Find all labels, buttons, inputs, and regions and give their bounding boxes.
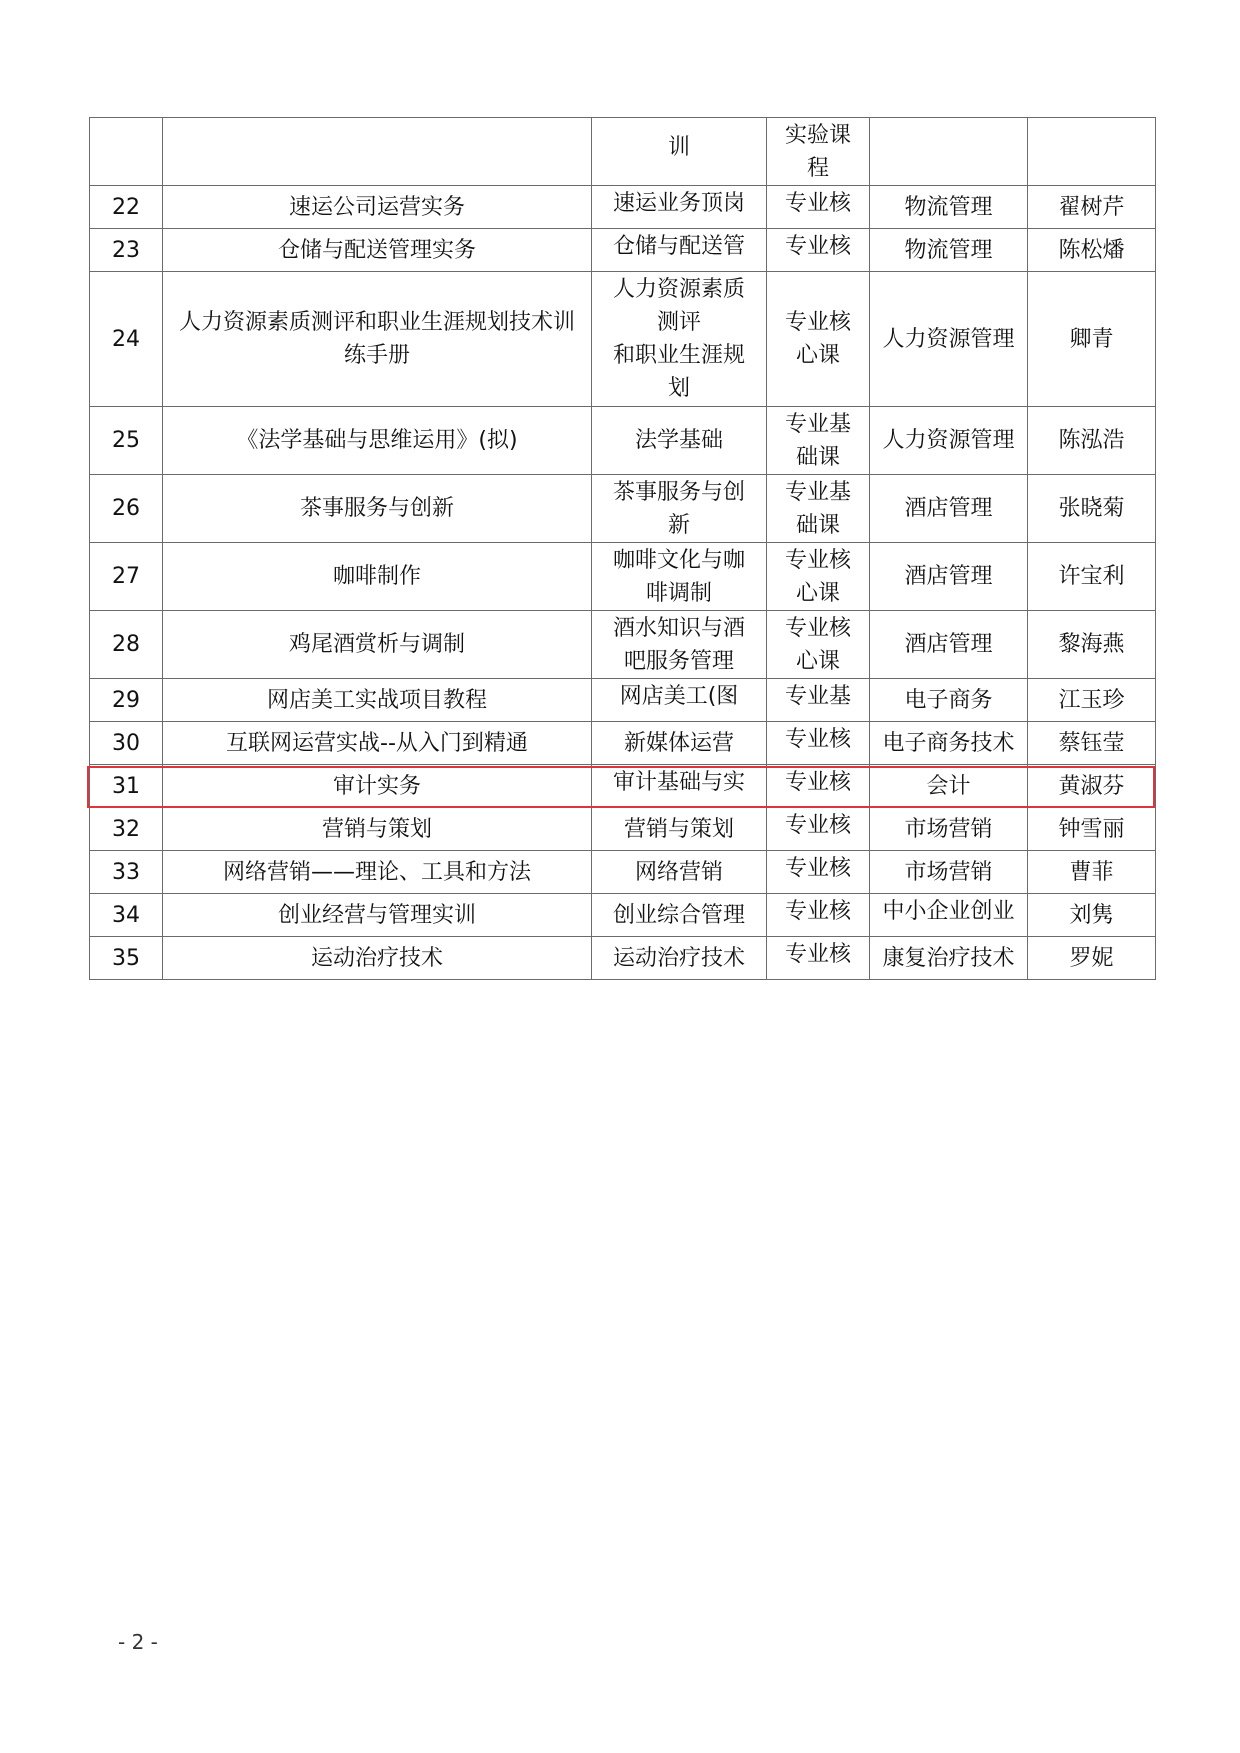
table-row xyxy=(90,186,1156,229)
cell-type: 专业核 xyxy=(767,894,870,937)
cell-major: 电子商务 xyxy=(870,679,1028,722)
table-row xyxy=(90,543,1156,611)
table-row xyxy=(90,407,1156,475)
table-row xyxy=(90,851,1156,894)
cell-title: 创业经营与管理实训 xyxy=(163,894,592,937)
cell-no: 22 xyxy=(90,186,163,229)
cell-no: 25 xyxy=(90,407,163,475)
cell-type: 专业核 xyxy=(767,229,870,272)
cell-type: 专业基础课 xyxy=(767,475,870,543)
cell-major: 中小企业创业 xyxy=(870,894,1028,937)
cell-no: 35 xyxy=(90,937,163,980)
course-table xyxy=(89,117,1156,980)
cell-course: 训 xyxy=(592,118,767,186)
cell-author: 陈松燔 xyxy=(1028,229,1156,272)
cell-type: 专业核 xyxy=(767,808,870,851)
table-row xyxy=(90,118,1156,186)
page-number: - 2 - xyxy=(118,1630,158,1654)
cell-type: 专业核 xyxy=(767,937,870,980)
table-row xyxy=(90,611,1156,679)
cell-major: 康复治疗技术 xyxy=(870,937,1028,980)
cell-title: 网络营销——理论、工具和方法 xyxy=(163,851,592,894)
cell-course: 新媒体运营 xyxy=(592,722,767,765)
cell-author: 翟树芹 xyxy=(1028,186,1156,229)
cell-type: 专业核 xyxy=(767,186,870,229)
cell-author: 蔡钰莹 xyxy=(1028,722,1156,765)
cell-author: 陈泓浩 xyxy=(1028,407,1156,475)
cell-title xyxy=(163,118,592,186)
cell-no xyxy=(90,118,163,186)
cell-major xyxy=(870,118,1028,186)
cell-course: 咖啡文化与咖啡调制 xyxy=(592,543,767,611)
cell-title: 仓储与配送管理实务 xyxy=(163,229,592,272)
table-row xyxy=(90,272,1156,407)
cell-course: 酒水知识与酒吧服务管理 xyxy=(592,611,767,679)
table-row xyxy=(90,679,1156,722)
cell-major: 物流管理 xyxy=(870,186,1028,229)
cell-title: 互联网运营实战--从入门到精通 xyxy=(163,722,592,765)
cell-type: 实验课程 xyxy=(767,118,870,186)
cell-author: 钟雪丽 xyxy=(1028,808,1156,851)
table-row xyxy=(90,937,1156,980)
cell-major: 酒店管理 xyxy=(870,611,1028,679)
table-row xyxy=(90,722,1156,765)
cell-major: 电子商务技术 xyxy=(870,722,1028,765)
cell-type: 专业核 xyxy=(767,851,870,894)
cell-course: 网店美工(图 xyxy=(592,679,767,722)
cell-author: 许宝利 xyxy=(1028,543,1156,611)
cell-title: 咖啡制作 xyxy=(163,543,592,611)
cell-course: 创业综合管理 xyxy=(592,894,767,937)
cell-author xyxy=(1028,118,1156,186)
cell-major: 市场营销 xyxy=(870,808,1028,851)
cell-major: 物流管理 xyxy=(870,229,1028,272)
cell-no: 23 xyxy=(90,229,163,272)
cell-no: 27 xyxy=(90,543,163,611)
table-row xyxy=(90,229,1156,272)
cell-major: 会计 xyxy=(870,765,1028,808)
cell-author: 曹菲 xyxy=(1028,851,1156,894)
cell-course: 运动治疗技术 xyxy=(592,937,767,980)
cell-title: 人力资源素质测评和职业生涯规划技术训练手册 xyxy=(163,272,592,407)
table-row xyxy=(90,894,1156,937)
cell-author: 卿青 xyxy=(1028,272,1156,407)
cell-author: 黎海燕 xyxy=(1028,611,1156,679)
cell-no: 30 xyxy=(90,722,163,765)
cell-author: 黄淑芬 xyxy=(1028,765,1156,808)
cell-no: 29 xyxy=(90,679,163,722)
cell-title: 网店美工实战项目教程 xyxy=(163,679,592,722)
cell-title: 速运公司运营实务 xyxy=(163,186,592,229)
cell-title: 运动治疗技术 xyxy=(163,937,592,980)
cell-course: 审计基础与实 xyxy=(592,765,767,808)
table-row xyxy=(90,808,1156,851)
cell-no: 24 xyxy=(90,272,163,407)
cell-major: 酒店管理 xyxy=(870,475,1028,543)
cell-title: 鸡尾酒赏析与调制 xyxy=(163,611,592,679)
cell-author: 张晓菊 xyxy=(1028,475,1156,543)
cell-type: 专业核心课 xyxy=(767,611,870,679)
cell-title: 茶事服务与创新 xyxy=(163,475,592,543)
cell-course: 仓储与配送管 xyxy=(592,229,767,272)
cell-title: 《法学基础与思维运用》(拟) xyxy=(163,407,592,475)
cell-course: 网络营销 xyxy=(592,851,767,894)
cell-type: 专业基 xyxy=(767,679,870,722)
cell-author: 江玉珍 xyxy=(1028,679,1156,722)
cell-author: 罗妮 xyxy=(1028,937,1156,980)
cell-course: 茶事服务与创新 xyxy=(592,475,767,543)
table-row xyxy=(90,475,1156,543)
cell-title: 审计实务 xyxy=(163,765,592,808)
cell-author: 刘隽 xyxy=(1028,894,1156,937)
cell-no: 26 xyxy=(90,475,163,543)
cell-course: 营销与策划 xyxy=(592,808,767,851)
cell-no: 33 xyxy=(90,851,163,894)
cell-no: 32 xyxy=(90,808,163,851)
cell-type: 专业核心课 xyxy=(767,272,870,407)
cell-course: 法学基础 xyxy=(592,407,767,475)
cell-type: 专业核心课 xyxy=(767,543,870,611)
cell-no: 34 xyxy=(90,894,163,937)
cell-title: 营销与策划 xyxy=(163,808,592,851)
cell-type: 专业核 xyxy=(767,722,870,765)
cell-type: 专业核 xyxy=(767,765,870,808)
table-row-highlighted xyxy=(90,765,1156,808)
cell-major: 酒店管理 xyxy=(870,543,1028,611)
cell-course: 速运业务顶岗 xyxy=(592,186,767,229)
cell-no: 31 xyxy=(90,765,163,808)
cell-major: 市场营销 xyxy=(870,851,1028,894)
cell-type: 专业基础课 xyxy=(767,407,870,475)
cell-major: 人力资源管理 xyxy=(870,407,1028,475)
cell-course: 人力资源素质测评 和职业生涯规划 xyxy=(592,272,767,407)
cell-major: 人力资源管理 xyxy=(870,272,1028,407)
cell-no: 28 xyxy=(90,611,163,679)
